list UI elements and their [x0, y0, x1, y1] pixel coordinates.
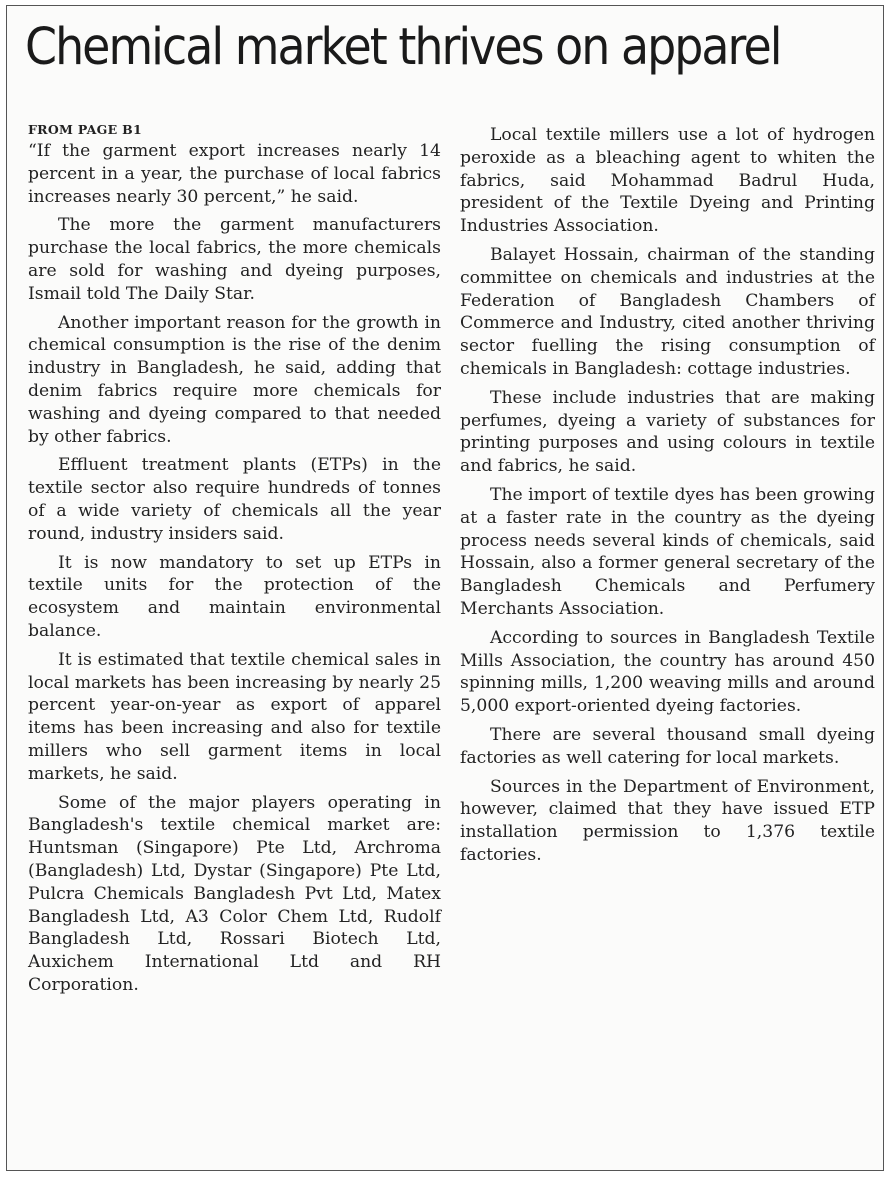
paragraph: There are several thousand small dyeing factories as well catering for local markets.	[460, 724, 875, 768]
headline: Chemical market thrives on apparel	[25, 18, 781, 77]
paragraph: It is estimated that textile chemical sales in local markets has been increasing by nearly 25 percent year-on-year as export of apparel items has been increasing and also for textile millers who sell garment items in local markets, he said.	[28, 649, 441, 784]
paragraph: Sources in the Department of Environment, however, claimed that they have issued ETP installation permission to 1,376 textile factories.	[460, 776, 875, 865]
paragraph: Effluent treatment plants (ETPs) in the textile sector also require hundreds of tonnes of a wide variety of chemicals all the year round, industry insiders said.	[28, 455, 441, 544]
paragraph: “If the garment export increases nearly 14 percent in a year, the purchase of local fabrics increases nearly 30 percent,” he said.	[28, 141, 441, 207]
paragraph: These include industries that are making perfumes, dyeing a variety of substances for printing purposes and using colours in textile and fabrics, he said.	[460, 387, 875, 477]
paragraph: Local textile millers use a lot of hydrogen peroxide as a bleaching agent to whiten the fabrics, said Mohammad Badrul Huda, president of the Textile Dyeing and Printing Industries Association.	[460, 125, 875, 237]
paragraph: The import of textile dyes has been growing at a faster rate in the country as the dyeing process needs several kinds of chemicals, said Hossain, also a former general secretary of the Bangladesh Chemicals and Perfumery Merchants Association.	[460, 484, 875, 619]
paragraph: Balayet Hossain, chairman of the standing committee on chemicals and industries at the Federation of Bangladesh Chambers of Commerce and Industry, cited another thriving sector fuelling the rising consumption of chemicals in Bangladesh: cottage industries.	[460, 244, 875, 379]
paragraph: It is now mandatory to set up ETPs in textile units for the protection of the ecosystem and maintain environmental balance.	[28, 552, 441, 641]
paragraph: The more the garment manufacturers purchase the local fabrics, the more chemicals are sold for washing and dyeing purposes, Ismail told The Daily Star.	[28, 215, 441, 304]
newspaper-clipping	[6, 5, 884, 1171]
right-column	[460, 124, 875, 873]
left-column	[28, 122, 441, 1003]
from-page-label: FROM PAGE B1	[28, 122, 142, 137]
paragraph: Some of the major players operating in Bangladesh's textile chemical market are: Huntsman (Singapore) Pte Ltd, Archroma (Bangladesh) Ltd, Dystar (Singapore) Pte Ltd, Pulcra Chemicals Bangladesh Pvt Ltd, Matex Bangladesh Ltd, A3 Color Chem Ltd, Rudolf Bangladesh Ltd, Rossari Biotech Ltd, Auxichem International Ltd and RH Corporation.	[28, 792, 441, 995]
paragraph: Another important reason for the growth in chemical consumption is the rise of the denim industry in Bangladesh, he said, adding that denim fabrics require more chemicals for washing and dyeing compared to that needed by other fabrics.	[28, 312, 441, 447]
paragraph: According to sources in Bangladesh Textile Mills Association, the country has around 450 spinning mills, 1,200 weaving mills and around 5,000 export-oriented dyeing factories.	[460, 627, 875, 717]
